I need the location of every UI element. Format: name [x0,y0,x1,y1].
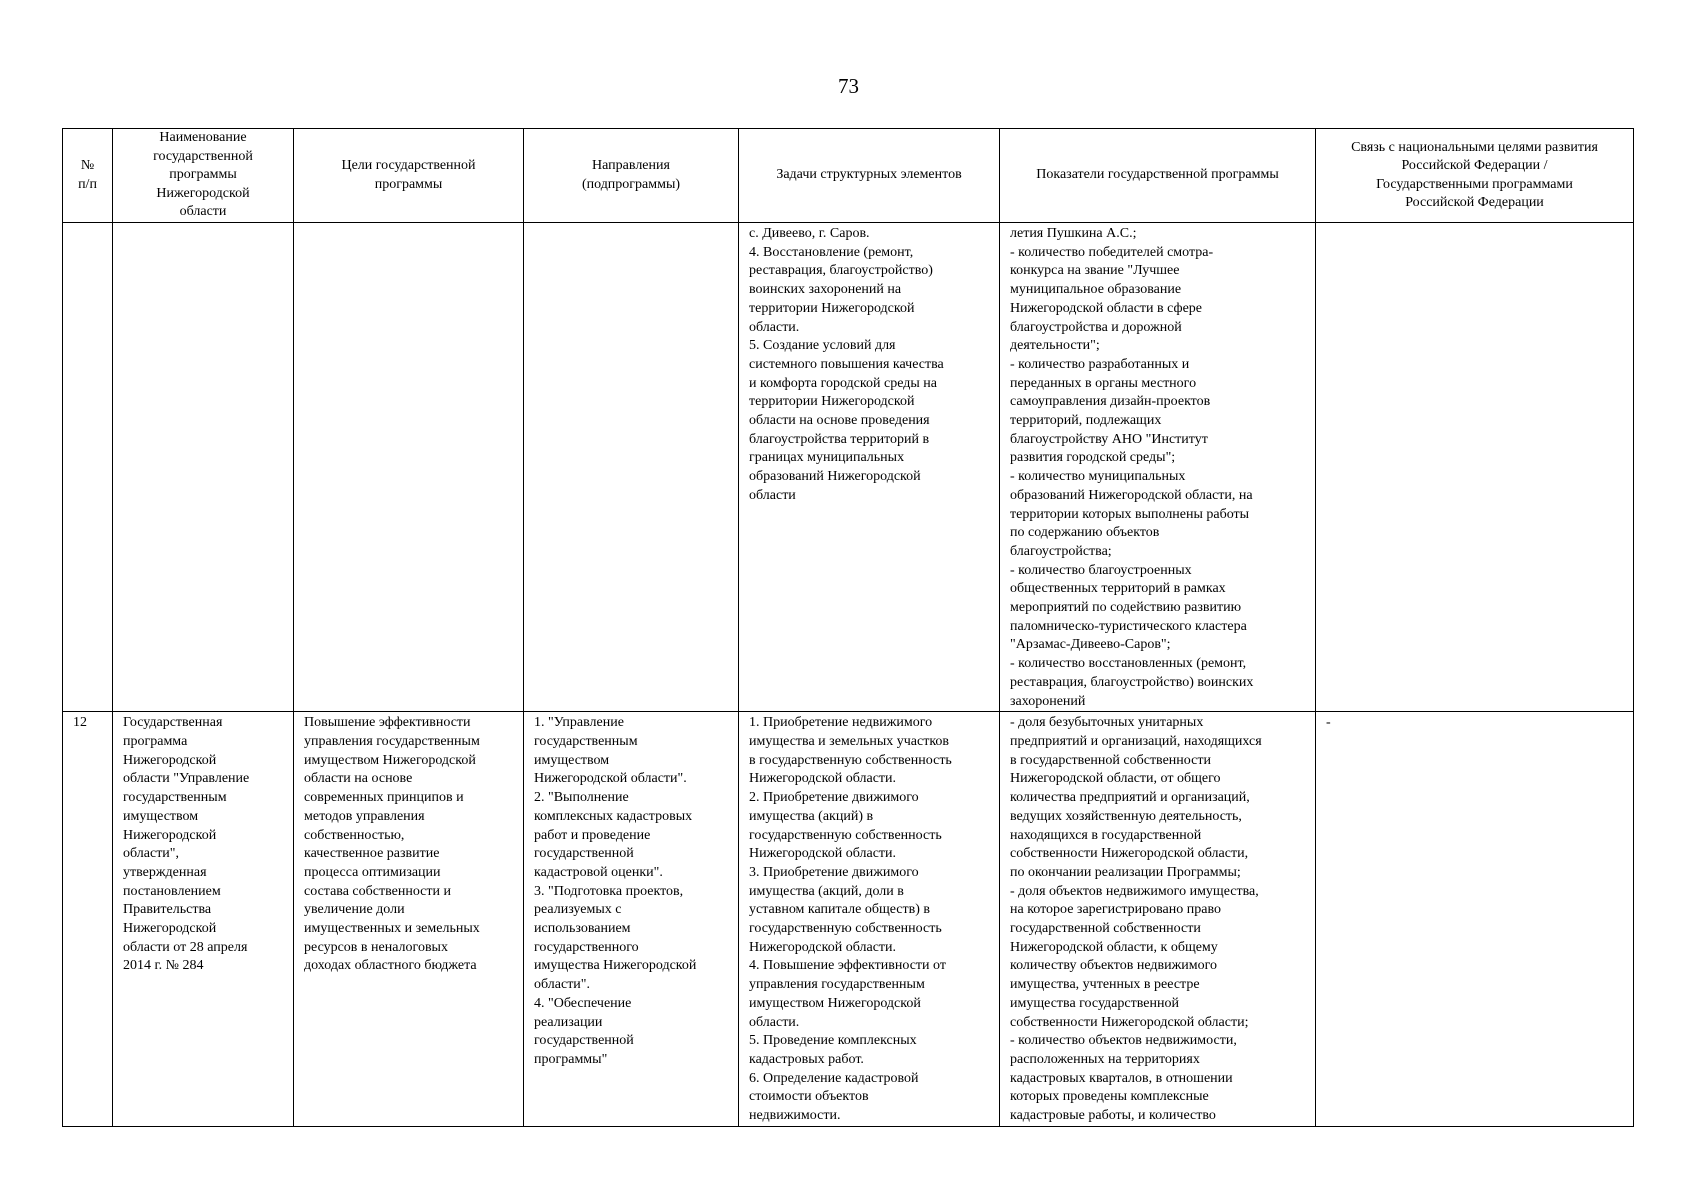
cell-national-goals-link: - [1316,712,1634,1126]
column-header-directions: Направления (подпрограммы) [524,129,739,223]
cell-indicators: - доля безубыточных унитарных предприятий и организаций, находящихся в государственной собственности Нижегородской области, от общего количества предприятий и организаций, ведущих хозяйственную деятельность, находящихся в государственной собственности Нижегородской области, по окончании реализации Программы; - доля объектов недвижимого имущества, на которое зарегистрировано право государственной собственности Нижегородской области, к общему количеству объектов недвижимого имущества, учтенных в реестре имущества государственной собственности Нижегородской области; - количество объектов недвижимости, расположенных на территориях кадастровых кварталов, в отношении которых проведены комплексные кадастровые работы, и количество [1000,712,1316,1126]
column-header-tasks: Задачи структурных элементов [739,129,1000,223]
table-row [63,223,1634,712]
column-header-number: № п/п [63,129,113,223]
programs-table [62,128,1634,1127]
cell-indicators: летия Пушкина А.С.; - количество победителей смотра- конкурса на звание "Лучшее муниципальное образование Нижегородской области в сфере благоустройства и дорожной деятельности"; - количество разработанных и переданных в органы местного самоуправления дизайн-проектов территорий, подлежащих благоустройству АНО "Институт развития городской среды"; - количество муниципальных образований Нижегородской области, на территории которых выполнены работы по содержанию объектов благоустройства; - количество благоустроенных общественных территорий в рамках мероприятий по содействию развитию паломническо-туристического кластера "Арзамас-Дивеево-Саров"; - количество восстановленных (ремонт, реставрация, благоустройство) воинских захоронений [1000,223,1316,712]
column-header-national-goals-link: Связь с национальными целями развития Российской Федерации / Государственными программами Российской Федерации [1316,129,1634,223]
page-number: 73 [838,74,859,98]
cell-national-goals-link [1316,223,1634,712]
cell-tasks: 1. Приобретение недвижимого имущества и земельных участков в государственную собственность Нижегородской области. 2. Приобретение движимого имущества (акций) в государственную собственность Нижегородской области. 3. Приобретение движимого имущества (акций, доли в уставном капитале обществ) в государственную собственность Нижегородской области. 4. Повышение эффективности от управления государственным имуществом Нижегородской области. 5. Проведение комплексных кадастровых работ. 6. Определение кадастровой стоимости объектов недвижимости. [739,712,1000,1126]
cell-directions [524,223,739,712]
cell-number: 12 [63,712,113,1126]
table-header-row [63,129,1634,223]
cell-directions: 1. "Управление государственным имуществом Нижегородской области". 2. "Выполнение комплексных кадастровых работ и проведение государственной кадастровой оценки". 3. "Подготовка проектов, реализуемых с использованием государственного имущества Нижегородской области". 4. "Обеспечение реализации государственной программы" [524,712,739,1126]
column-header-program-name: Наименование государственной программы Нижегородской области [113,129,294,223]
column-header-indicators: Показатели государственной программы [1000,129,1316,223]
cell-number [63,223,113,712]
cell-goals [294,223,524,712]
cell-program-name [113,223,294,712]
column-header-goals: Цели государственной программы [294,129,524,223]
cell-tasks: с. Дивеево, г. Саров. 4. Восстановление (ремонт, реставрация, благоустройство) воинских захоронений на территории Нижегородской области. 5. Создание условий для системного повышения качества и комфорта городской среды на территории Нижегородской области на основе проведения благоустройства территорий в границах муниципальных образований Нижегородской области [739,223,1000,712]
cell-program-name: Государственная программа Нижегородской области "Управление государственным имуществом Нижегородской области", утвержденная постановлением Правительства Нижегородской области от 28 апреля 2014 г. № 284 [113,712,294,1126]
cell-goals: Повышение эффективности управления государственным имуществом Нижегородской области на основе современных принципов и методов управления собственностью, качественное развитие процесса оптимизации состава собственности и увеличение доли имущественных и земельных ресурсов в неналоговых доходах областного бюджета [294,712,524,1126]
table-row [63,712,1634,1126]
